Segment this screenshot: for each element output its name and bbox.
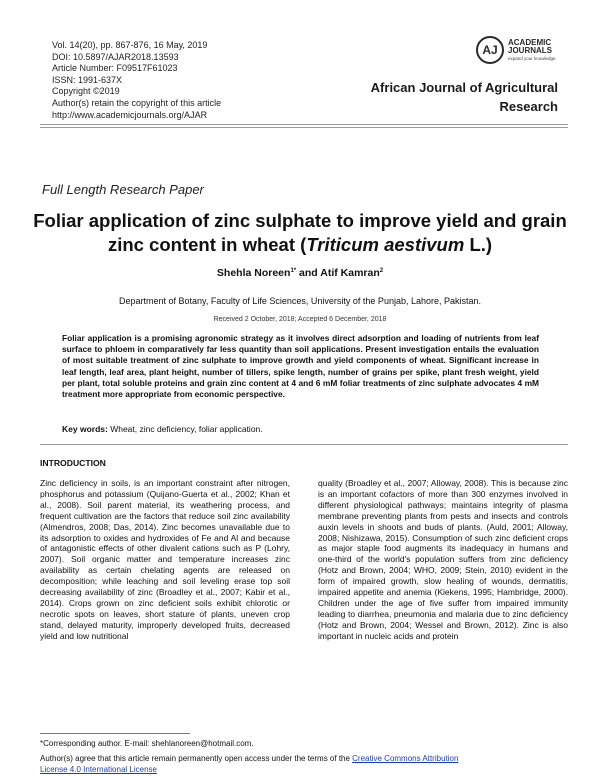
header-divider-top xyxy=(40,124,568,125)
logo-tagline: expand your knowledge xyxy=(508,56,556,61)
article-metadata xyxy=(52,40,221,121)
article-number: Article Number: F09517F61023 xyxy=(52,63,178,74)
abstract-divider xyxy=(40,444,568,445)
author-separator: and xyxy=(296,267,321,279)
footnote-divider xyxy=(40,733,190,734)
title-species: Triticum aestivum xyxy=(306,234,465,255)
journal-name-line1: African Journal of Agricultural xyxy=(370,80,558,95)
author-list xyxy=(0,267,600,279)
logo-text-journals: JOURNALS xyxy=(508,46,553,55)
keywords-label: Key words: xyxy=(62,424,108,434)
abstract: Foliar application is a promising agronomic strategy as it involves direct adsorption and loading of nutrients from leaf surface to phloem in comparatively far less quantity than soil applications. Present investigation entails the evaluation of most suitable treatment of zinc sulphate to improve growth and yield components of wheat. Significant increase in leaf length, leaf area, plant height, number of tillers, spike length, number of grains per spike, plant fresh weight, yield per plant, total soluble proteins and grain zinc content at 4 and 6 mM foliar treatments of zinc sulphate advocates 4 mM treatment more appropriate from economic perspective. xyxy=(62,333,539,400)
body-column-left: Zinc deficiency in soils, is an important constraint after nitrogen, phosphorus and potassium (Quijano-Guerta et al., 2002; Khan et al., 2008). Soil parent material, its weathering process, and frequent cultivation are the factors that reduce soil zinc availability (Almendros, 2008; Das, 2014). Zinc becomes unavailable due to its adsorption to oxides and hydroxides of Fe and Al and because of antagonistic effects of other divalent cations such as P (Lohry, 2007). Soil organic matter and temperature increases zinc availability as certain chelating agents are released on decomposition; while leaching and soil leveling erase top soil decreasing availability of zinc (Broadley et al., 2007; Kabir et al., 2014). Crops grown on zinc deficient soils exhibit chlorotic or necrotic spots on leaves, short stature of plants, uneven crop stand, delayed maturity, improperly developed fruits, decreased yield and low nutritional xyxy=(40,478,290,641)
journal-url[interactable]: http://www.academicjournals.org/AJAR xyxy=(52,109,208,120)
title-main: Foliar application of zinc sulphate to improve yield and grain zinc content in wheat ( xyxy=(33,210,567,255)
keywords xyxy=(62,424,263,434)
license-link-international[interactable]: License 4.0 International License xyxy=(40,764,157,774)
rights-statement: Author(s) retain the copyright of this article xyxy=(52,97,222,108)
author-1-mark: 1* xyxy=(290,268,297,274)
license-link-cc[interactable]: Creative Commons Attribution xyxy=(352,754,459,763)
introduction-heading: INTRODUCTION xyxy=(40,458,106,468)
received-accepted-dates: Received 2 October, 2018; Accepted 6 December, 2018 xyxy=(213,316,387,323)
journal-name-line2: Research xyxy=(499,99,558,114)
author-2: Atif Kamran xyxy=(320,267,380,279)
academic-journals-logo xyxy=(476,36,586,72)
journal-name xyxy=(371,78,558,116)
title-end: L.) xyxy=(464,234,493,255)
license-statement xyxy=(40,754,570,775)
copyright: Copyright ©2019 xyxy=(52,86,120,97)
volume-info: Vol. 14(20), pp. 867-876, 16 May, 2019 xyxy=(52,40,208,50)
header-divider-bottom xyxy=(40,127,568,128)
keywords-text: Wheat, zinc deficiency, foliar application. xyxy=(107,424,263,434)
doi: DOI: 10.5897/AJAR2018.13593 xyxy=(52,51,179,62)
affiliation: Department of Botany, Faculty of Life Sciences, University of the Punjab, Lahore, Pakistan. xyxy=(118,296,482,306)
author-2-mark: 2 xyxy=(379,268,384,274)
author-1: Shehla Noreen xyxy=(216,267,291,279)
corresponding-author: *Corresponding author. E-mail: shehlanoreen@hotmail.com. xyxy=(40,739,254,748)
logo-text-academic: ACADEMIC xyxy=(508,38,552,47)
paper-title xyxy=(30,209,570,257)
paper-type: Full Length Research Paper xyxy=(42,182,204,197)
license-text: Author(s) agree that this article remain permanently open access under the terms of the xyxy=(40,754,353,763)
body-column-right: quality (Broadley et al., 2007; Alloway, 2008). This is because zinc is an important cofactors of more than 300 enzymes involved in different physiological pathways; maintains integrity of plasma membrane preventing plants from pests and insects and controls auxin levels in shoots and buds of plants. (Auld, 2001; Alloway, 2008; Nishizawa, 2015). Consumption of such zinc deficient crops as major staple food augments its inadequacy in humans and one-third of the world's population suffers from zinc deficiency (Hotz and Brown, 2004; WHO, 2009; Stein, 2010) evident in the form of impaired growth, slow healing of wounds, dermatitis, impaired appetite and anemia (Kiekens, 1995; Hambridge, 2000). Children under the age of five suffer from impaired immunity leading to diarrhea, pneumonia and malaria due to zinc deficiency (Hotz and Brown, 2004; Wessel and Brown, 2012). Zinc is also important in nucleic acids and protein xyxy=(318,478,568,641)
logo-emblem: AJ xyxy=(476,36,504,64)
issn: ISSN: 1991-637X xyxy=(52,74,123,85)
